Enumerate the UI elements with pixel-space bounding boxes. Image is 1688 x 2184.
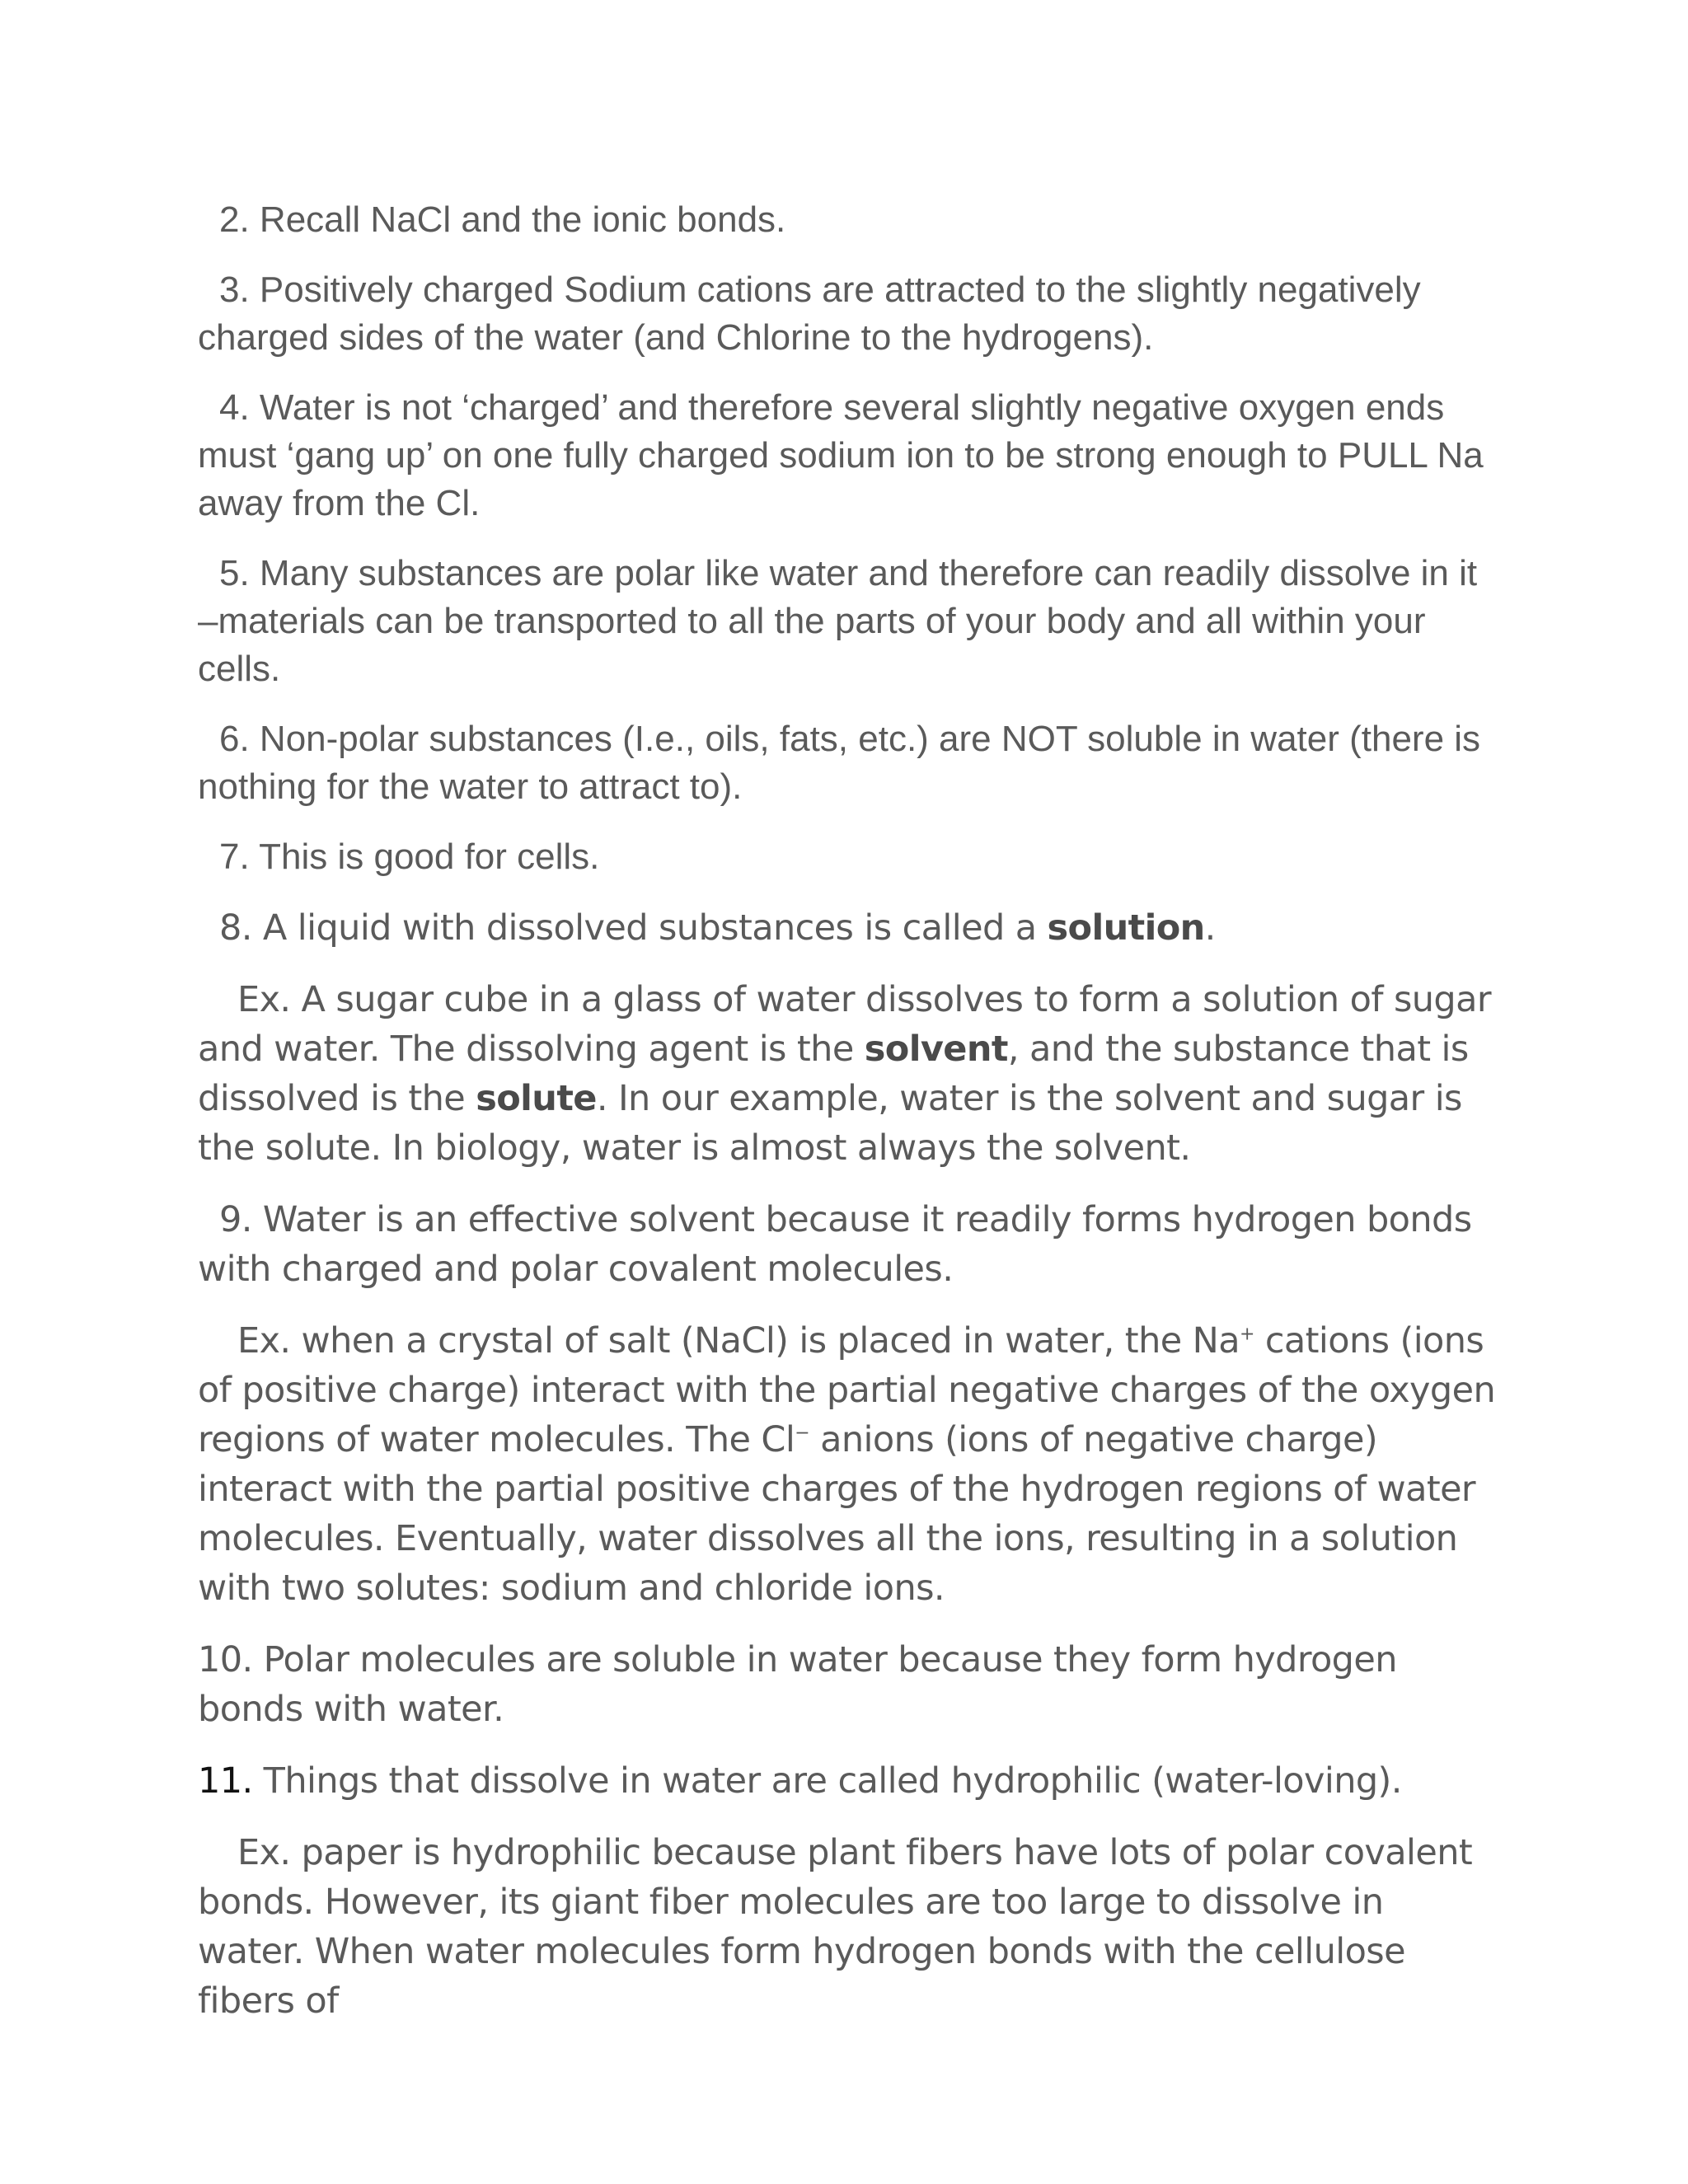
list-item-10: 10. Polar molecules are soluble in water because they form hydrogen bonds with water. — [198, 1639, 1397, 1730]
list-item-5: 5. Many substances are polar like water and therefore can readily dissolve in it –materials can be transported to all the parts of your body and all within your cells. — [198, 553, 1478, 689]
example-sugar: Ex. A sugar cube in a glass of water dissolves to form a solution of sugar and water. The dissolving agent is the solvent, and the substance that is dissolved is the solute. In our example, water is the solvent and sugar is the solute. In biology, water is almost always the solvent. — [198, 979, 1491, 1169]
list-item-9: 9. Water is an effective solvent because it readily forms hydrogen bonds with charged and polar covalent molecules. — [198, 1199, 1472, 1290]
example-salt: Ex. when a crystal of salt (NaCl) is placed in water, the Na+ cations (ions of positive charge) interact with the partial negative charges of the oxygen regions of water molecules. The Cl− anions (ions of negative charge) interact with the partial positive charges of the hydrogen regions of water molecules. Eventually, water dissolves all the ions, resulting in a solution with two solutes: sodium and chloride ions. — [198, 1320, 1496, 1609]
document-body — [198, 196, 1500, 2048]
example-paper: Ex. paper is hydrophilic because plant fibers have lots of polar covalent bonds. However, its giant fiber molecules are too large to dissolve in water. When water molecules form hydrogen bonds with the cellulose fibers of — [198, 1832, 1473, 2022]
list-item-6: 6. Non-polar substances (I.e., oils, fats, etc.) are NOT soluble in water (there is nothing for the water to attract to). — [198, 719, 1481, 807]
list-item-2: 2. Recall NaCl and the ionic bonds. — [219, 199, 786, 240]
list-item-11: 11. Things that dissolve in water are called hydrophilic (water-loving). — [198, 1760, 1402, 1802]
term-solution: solution — [1047, 907, 1205, 949]
list-number-11: 11. — [198, 1760, 253, 1802]
list-item-7: 7. This is good for cells. — [219, 837, 600, 877]
list-item-4: 4. Water is not ‘charged’ and therefore several slightly negative oxygen ends must ‘gang up’ on one fully charged sodium ion to be strong enough to PULL Na away from the Cl. — [198, 387, 1484, 523]
term-solute: solute — [476, 1078, 597, 1119]
list-item-3: 3. Positively charged Sodium cations are attracted to the slightly negatively charged sides of the water (and Chlorine to the hydrogens). — [198, 269, 1421, 358]
term-solvent: solvent — [864, 1029, 1008, 1070]
superscript-plus: + — [1239, 1324, 1254, 1345]
superscript-minus: − — [795, 1422, 810, 1444]
list-item-8: 8. A liquid with dissolved substances is called a solution. — [219, 907, 1216, 949]
